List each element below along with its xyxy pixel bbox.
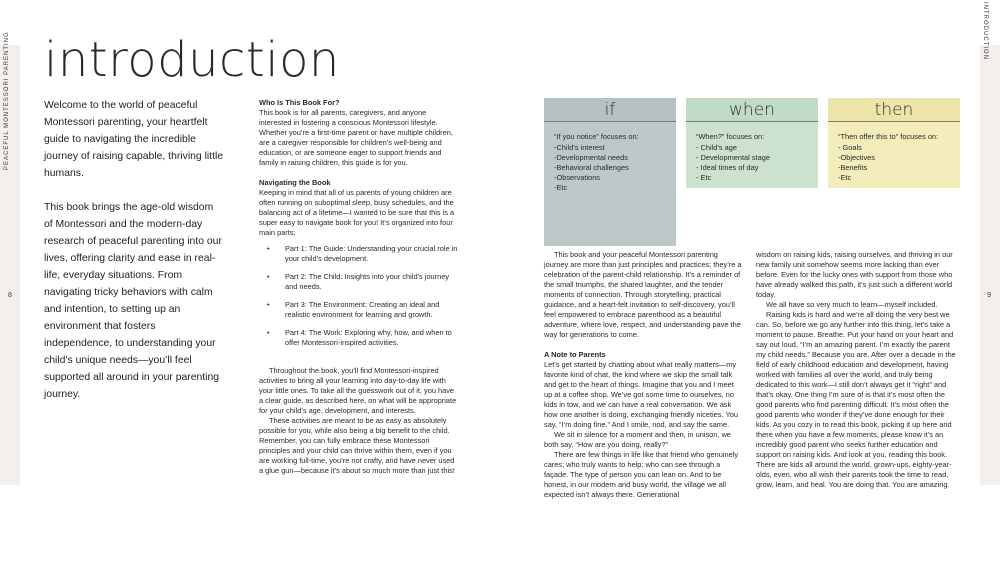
framework-item: -Objectives bbox=[838, 153, 875, 162]
framework-item: - Developmental stage bbox=[696, 153, 770, 162]
framework-title-if: if bbox=[544, 98, 676, 122]
framework-item: -Behavioral challenges bbox=[554, 163, 629, 172]
framework-item: -Developmental needs bbox=[554, 153, 628, 162]
note-paragraph: Let’s get started by chatting about what really matters—my favorite kind of chat, the kind where we skip the small talk and get to the heart of things. Imagine that you and I meet up at a coffee shop. We’ve got some time to ourselves, no kids in tow, and we can have a real conversation. We ask how one another is doing, exchanging friendly niceties. You say, “I’m doing fine.” And I smile, nod, and say the same. bbox=[544, 360, 738, 429]
list-item: • Part 1: The Guide: Understanding your crucial role in your child’s development. bbox=[285, 244, 459, 264]
activities-paragraph: These activities are meant to be as easy as absolutely possible for you, while also being a big benefit to the child. Remember, you can fully embrace these Montessori principles and your child can thrive within them, even if you are working full-time, you’re not crafty, and have never used a glue gun—because it’s about so much more than just this! bbox=[259, 416, 455, 475]
continued-paragraph: We all have so very much to learn—myself included. bbox=[766, 300, 938, 309]
section-heading-navigating: Navigating the Book bbox=[259, 178, 331, 187]
framework-box-if bbox=[544, 98, 676, 246]
who-paragraph: This book is for all parents, caregivers, and anyone interested in fostering a conscious Montessori lifestyle. Whether you’re a first-time parent or have multiple children, are a caregiver responsible for children’s well-being and education, or are someone eager to support friends and family in raising children, this guide is for you. bbox=[259, 108, 453, 167]
framework-item: - Goals bbox=[838, 143, 862, 152]
framework-box-when bbox=[686, 98, 818, 188]
framework-title-when: when bbox=[686, 98, 818, 122]
right-margin-strip bbox=[980, 45, 1000, 485]
framework-item: - Etc bbox=[696, 173, 712, 182]
body-column-middle bbox=[544, 250, 742, 500]
parts-list bbox=[259, 244, 459, 348]
list-item: • Part 3: The Environment: Creating an ideal and realistic environment for learning and growth. bbox=[285, 300, 459, 320]
page-number-right: 9 bbox=[987, 292, 991, 299]
intro-paragraph: This book brings the age-old wisdom of Montessori and the modern-day research of peaceful parenting into our lives, offering clarity and ease in real-life, everyday situations. From navigating tricky behaviors with calm and intention, to setting up an environment that fosters independence, to understanding your child’s unique needs—you’ll feel supported all around in your parenting journey. bbox=[44, 202, 222, 400]
intro-paragraph: Welcome to the world of peaceful Montessori parenting, your heartfelt guide to navigating the incredible journey of raising capable, thriving little humans. bbox=[44, 100, 224, 179]
page-number-left: 8 bbox=[8, 292, 12, 299]
running-head-right: INTRODUCTION bbox=[982, 2, 988, 60]
list-item: • Part 2: The Child: Insights into your child’s journey and needs. bbox=[285, 272, 459, 292]
intro-column bbox=[44, 97, 224, 420]
closing-intro-paragraph: This book and your peaceful Montessori parenting journey are more than just principles and practices; they’re a celebration of the parent-child relationship. It’s a reminder of the small triumphs, the shared laughter, and the tender moments of connection. Through storytelling, practical guidance, and a heart-felt invitation to self-discovery, you’ll feel empowered to embrace parenthood as a beautiful adventure, where love, respect, and understanding pave the way for generations to come. bbox=[544, 250, 742, 339]
framework-lead-then: “Then offer this to” focuses on: bbox=[838, 132, 939, 141]
note-paragraph: We sit in silence for a moment and then, in unison, we both say, “How are you doing, really?” bbox=[544, 430, 731, 449]
framework-item: -Etc bbox=[838, 173, 852, 182]
framework-box-then bbox=[828, 98, 960, 188]
framework-item: -Etc bbox=[554, 183, 568, 192]
continued-paragraph: wisdom on raising kids, raising ourselves, and thriving in our new family unit somehow seems more lacking than ever before. Even for the lucky ones with support from those who have already walked this path, it’s just such a different world today. bbox=[756, 250, 953, 299]
continued-paragraph: Raising kids is hard and we’re all doing the very best we can. So, before we go any further into this thing, let’s take a moment to pause. Breathe. Put your hand on your heart and say out loud, “I’m an amazing parent. I’m exactly the parent my child needs.” Because you are. After over a decade in the field of early childhood education and development, having worked with families all over the world, and truly being dedicated to this work—I still don’t always get it “right” and that’s okay. One thing I’m sure of is that it’s most often the good parents who find parenting difficult. It’s most often the good parents who wonder if they’ve done enough for their kids. As you cozy in to read this book, picking it up here and there when you have a few moments, please know it’s an incredibly good parent who seeks further education and support on raising kids. And look at you, reading this book. There are kids all around the world, grown-ups, eighty-year-olds, even, who all wish their parents took the time to read, grow, learn, and heal. You are doing that. You are amazing. bbox=[756, 310, 956, 489]
chapter-title: introduction bbox=[44, 32, 340, 88]
note-paragraph: There are few things in life like that friend who genuinely cares; who truly wants to help; who can see through a façade. The type of person you can lean on. And to be honest, in our modern and busy world, the village we all expected isn’t always there. Generational bbox=[544, 450, 739, 499]
navigating-paragraph: Keeping in mind that all of us parents of young children are often running on suboptimal sleep, busy schedules, and the balancing act of a lifetime—I wanted to be sure that this is a super easy to navigate book for you! It’s organized into four main parts: bbox=[259, 188, 455, 237]
section-heading-who: Who Is This Book For? bbox=[259, 98, 340, 107]
body-column-right bbox=[756, 250, 956, 490]
framework-lead-when: “When?” focuses on: bbox=[696, 132, 765, 141]
running-head-left: PEACEFUL MONTESSORI PARENTING bbox=[4, 31, 10, 170]
framework-item: - Ideal times of day bbox=[696, 163, 759, 172]
section-heading-note: A Note to Parents bbox=[544, 350, 606, 359]
framework-item: -Child’s interest bbox=[554, 143, 605, 152]
list-item: • Part 4: The Work: Exploring why, how, and when to offer Montessori-inspired activities. bbox=[285, 328, 459, 348]
framework-item: -Benefits bbox=[838, 163, 868, 172]
framework-item: -Observations bbox=[554, 173, 601, 182]
activities-paragraph: Throughout the book, you’ll find Montessori-inspired activities to bring all your learning into day-to-day life with your little ones. To take all the guesswork out of it, you have a clear guide, as described here, on what will be appropriate for your child’s age, development, and interests. bbox=[259, 366, 457, 415]
framework-item: - Child’s age bbox=[696, 143, 737, 152]
body-column-left bbox=[259, 98, 459, 476]
left-margin-strip bbox=[0, 45, 20, 485]
framework-title-then: then bbox=[828, 98, 960, 122]
framework-lead-if: “If you notice” focuses on: bbox=[554, 132, 639, 141]
